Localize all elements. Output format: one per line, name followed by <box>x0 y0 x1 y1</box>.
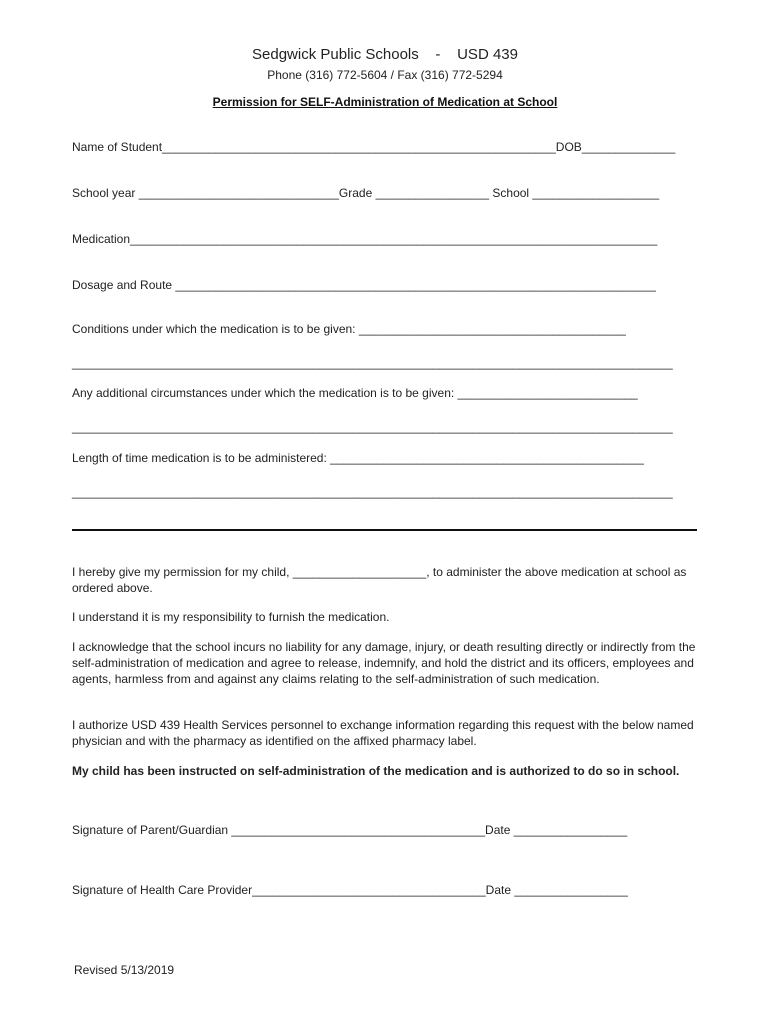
provider-signature-field[interactable]: Signature of Health Care Provider___________________________________Date _________________ <box>72 883 628 897</box>
revision-date: Revised 5/13/2019 <box>74 963 175 977</box>
instructed-statement: My child has been instructed on self-administration of the medication and is authorized to do so in school. <box>72 764 680 778</box>
length-continuation-line[interactable]: __________________________________________________________________________________________ <box>72 485 673 499</box>
school-year-grade-school-field[interactable]: School year ______________________________Grade _________________ School ___________________ <box>72 186 660 200</box>
conditions-continuation-line[interactable]: __________________________________________________________________________________________ <box>72 356 673 370</box>
section-divider <box>72 529 697 531</box>
additional-circumstances-field[interactable]: Any additional circumstances under which the medication is to be given: ___________________________ <box>72 386 638 400</box>
responsibility-statement: I understand it is my responsibility to furnish the medication. <box>72 610 390 624</box>
student-name-dob-field[interactable]: Name of Student___________________________________________________________DOB______________ <box>72 140 676 154</box>
length-of-time-field[interactable]: Length of time medication is to be administered: _______________________________________________ <box>72 451 644 465</box>
authorization-statement: I authorize USD 439 Health Services personnel to exchange information regarding this request with the below named physician and with the pharmacy as identified on the affixed pharmacy label. <box>72 718 694 748</box>
dosage-route-field[interactable]: Dosage and Route ________________________________________________________________________ <box>72 278 656 292</box>
medication-field[interactable]: Medication_______________________________________________________________________________ <box>72 232 658 246</box>
liability-statement: I acknowledge that the school incurs no liability for any damage, injury, or death resulting directly or indirectly from the self-administration of medication and agree to release, indemnify, and hold the district and its officers, employees and agents, harmless from and against any claims relating to the self-administration of such medication. <box>72 640 696 686</box>
parent-signature-field[interactable]: Signature of Parent/Guardian ______________________________________Date _________________ <box>72 823 628 837</box>
form-title: Permission for SELF-Administration of Medication at School <box>212 95 558 109</box>
school-contact-phone: Phone (316) 772-5604 / Fax (316) 772-5294 <box>267 68 503 82</box>
permission-statement: I hereby give my permission for my child, ____________________, to administer the above medication at school as ordered above. <box>72 565 687 595</box>
school-header-title: Sedgwick Public Schools - USD 439 <box>252 46 518 63</box>
additional-continuation-line[interactable]: __________________________________________________________________________________________ <box>72 420 673 434</box>
conditions-field[interactable]: Conditions under which the medication is to be given: ________________________________________ <box>72 322 626 336</box>
